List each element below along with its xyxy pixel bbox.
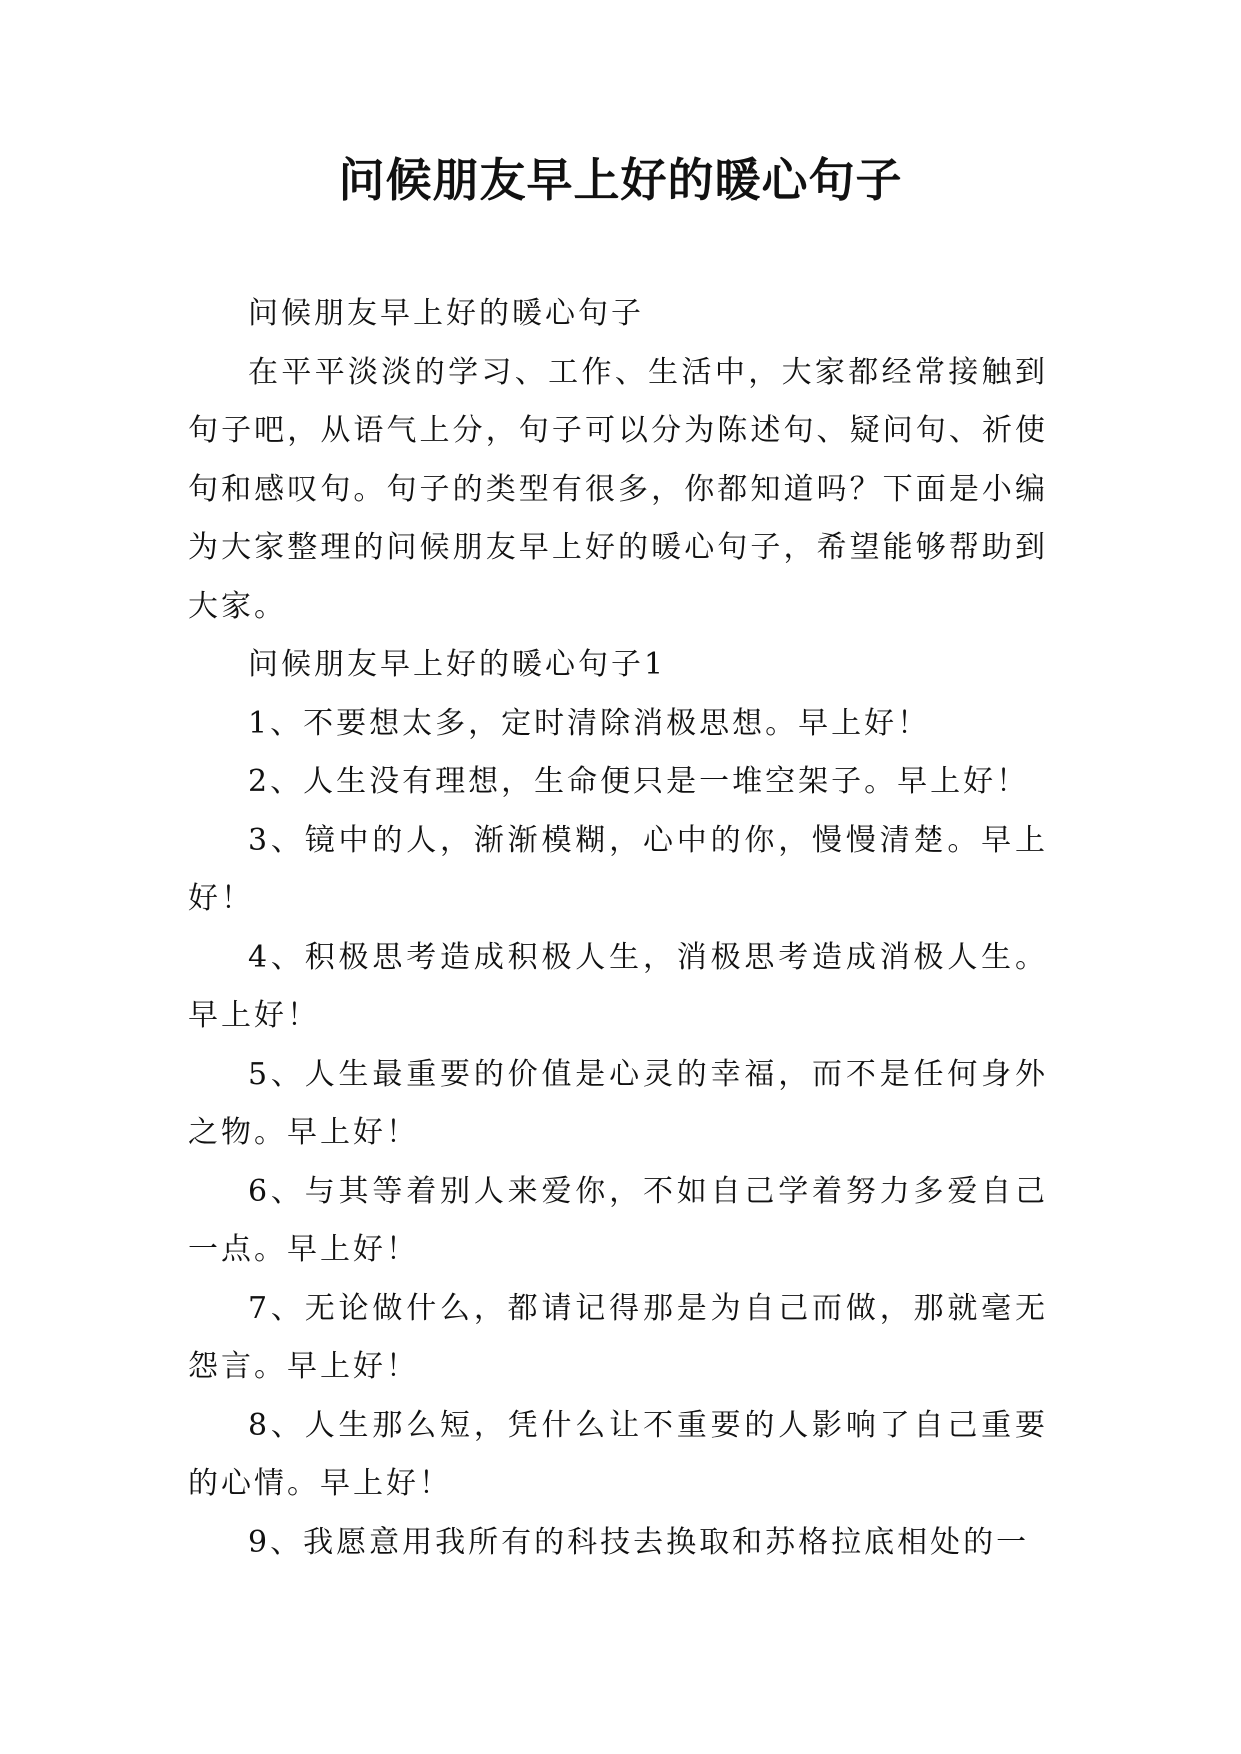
list-item: 5、人生最重要的价值是心灵的幸福，而不是任何身外之物。早上好！	[188, 1056, 1048, 1150]
document-body	[188, 285, 1048, 1572]
list-item: 3、镜中的人，渐渐模糊，心中的你，慢慢清楚。早上好！	[188, 822, 1048, 916]
list-item: 8、人生那么短，凭什么让不重要的人影响了自己重要的心情。早上好！	[188, 1407, 1048, 1501]
subtitle-paragraph: 问候朋友早上好的暖心句子	[248, 296, 644, 331]
list-item: 9、我愿意用我所有的科技去换取和苏格拉底相处的一	[248, 1524, 1030, 1560]
list-item: 1、不要想太多，定时清除消极思想。早上好！	[248, 705, 931, 741]
list-item: 4、积极思考造成积极人生，消极思考造成消极人生。早上好！	[188, 939, 1048, 1033]
list-item: 7、无论做什么，都请记得那是为自己而做，那就毫无怨言。早上好！	[188, 1290, 1048, 1384]
section-heading: 问候朋友早上好的暖心句子1	[248, 647, 667, 682]
intro-paragraph: 在平平淡淡的学习、工作、生活中，大家都经常接触到句子吧，从语气上分，句子可以分为陈述句、疑问句、祈使句和感叹句。句子的类型有很多，你都知道吗？下面是小编为大家整理的问候朋友早上好的暖心句子，希望能够帮助到大家。	[188, 354, 1048, 624]
document-title: 问候朋友早上好的暖心句子	[338, 153, 903, 207]
list-item: 6、与其等着别人来爱你，不如自己学着努力多爱自己一点。早上好！	[188, 1173, 1048, 1267]
list-item: 2、人生没有理想，生命便只是一堆空架子。早上好！	[248, 764, 1030, 799]
